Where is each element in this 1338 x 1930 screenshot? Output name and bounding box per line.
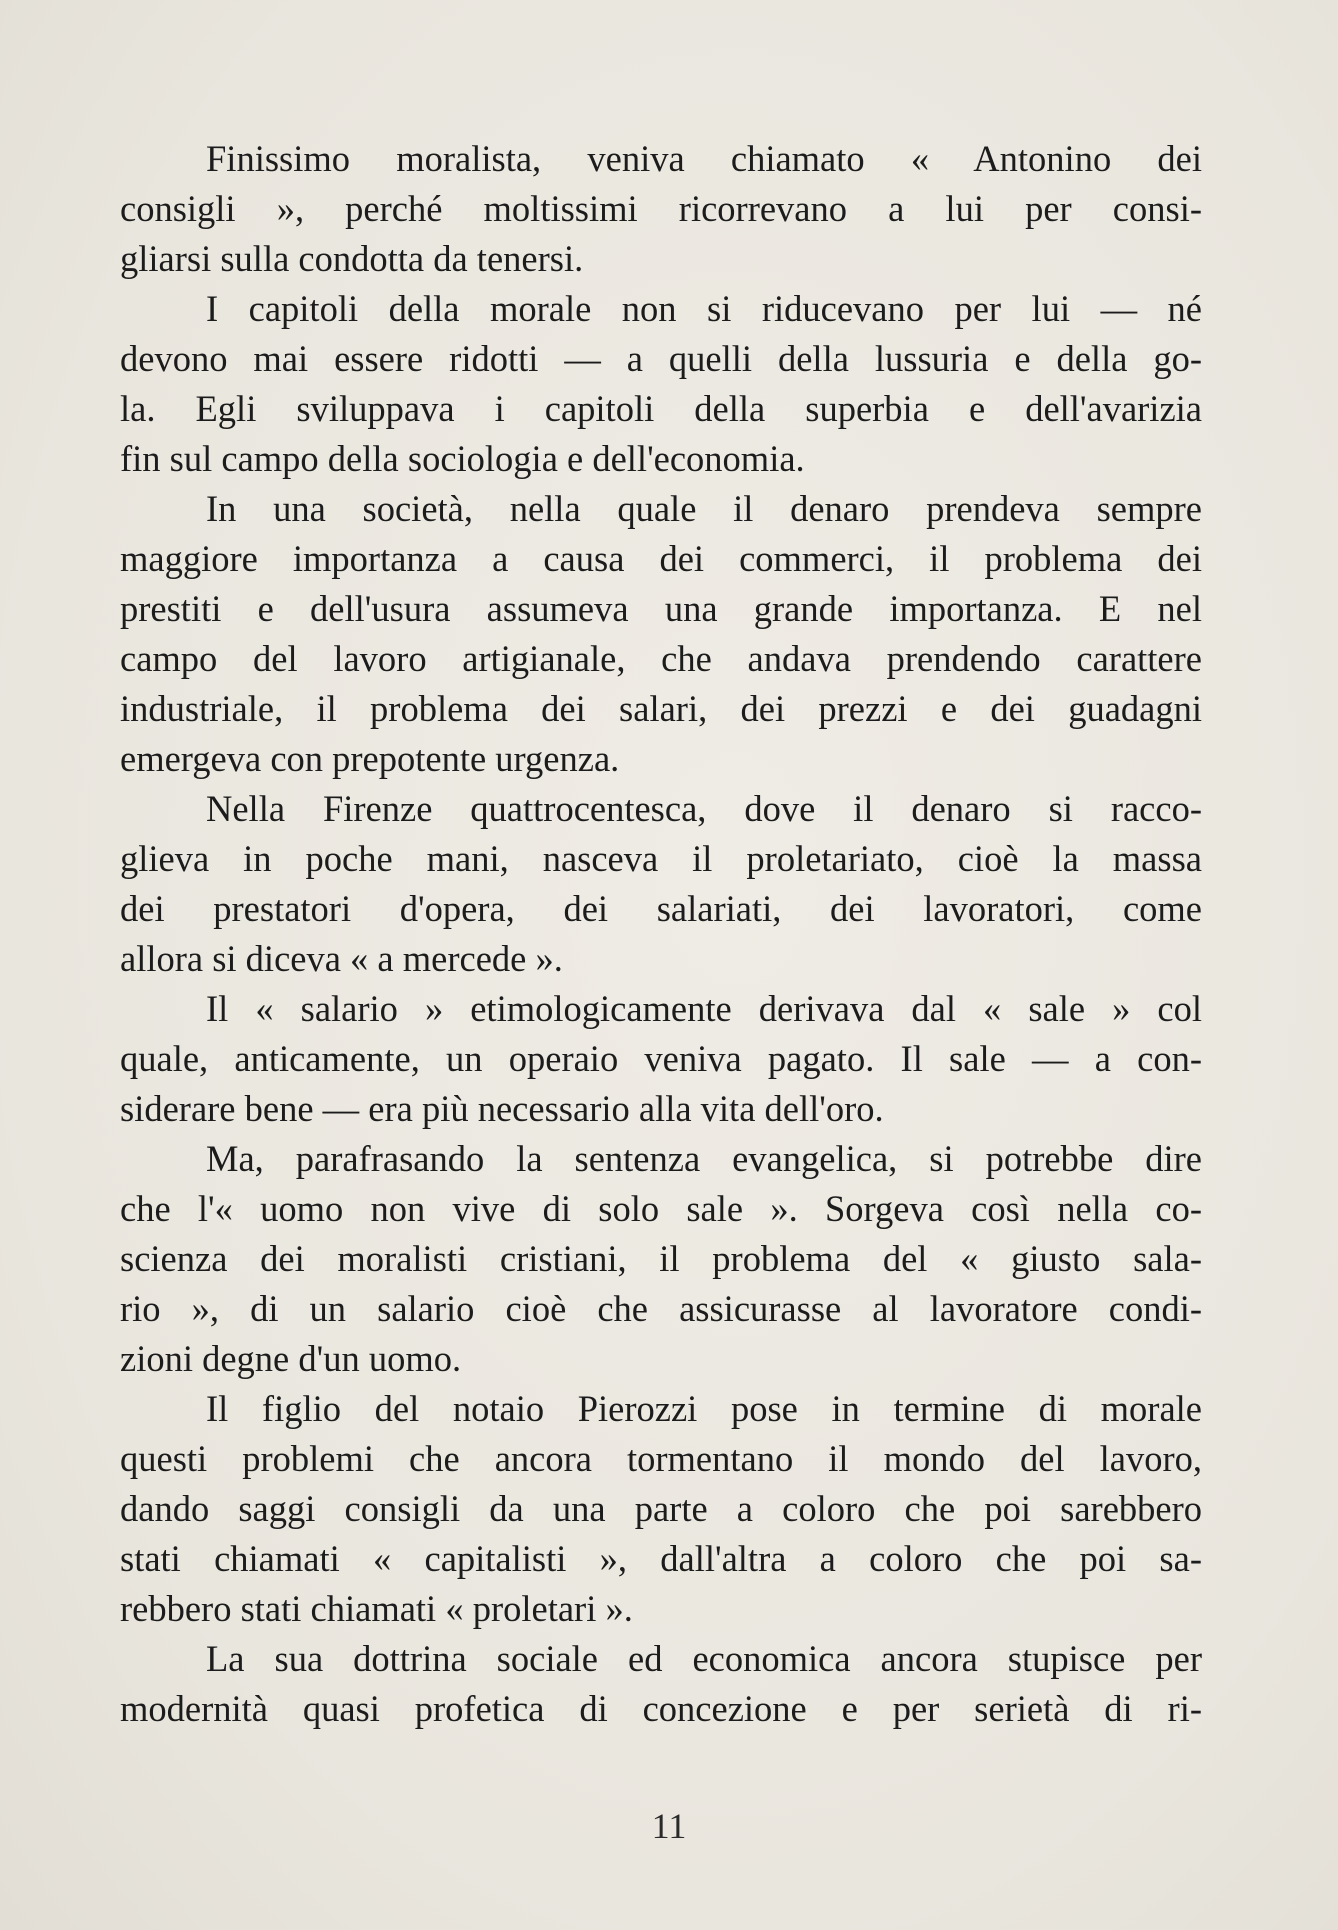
text-line: siderare bene — era più necessario alla vita dell'oro.: [120, 1088, 884, 1129]
page-number: 11: [651, 1806, 687, 1846]
text-line: gliarsi sulla condotta da tenersi.: [120, 238, 584, 279]
text-line: dando saggi consigli da una parte a coloro che poi sarebbero: [120, 1488, 1202, 1529]
text-line: emergeva con prepotente urgenza.: [120, 738, 620, 779]
text-line: Il figlio del notaio Pierozzi pose in termine di morale: [206, 1388, 1202, 1429]
text-line: allora si diceva « a mercede ».: [120, 938, 563, 979]
text-line: I capitoli della morale non si riducevano per lui — né: [206, 288, 1202, 329]
text-line: industriale, il problema dei salari, dei prezzi e dei guadagni: [120, 688, 1202, 729]
text-line: Nella Firenze quattrocentesca, dove il denaro si racco-: [206, 788, 1202, 829]
text-line: fin sul campo della sociologia e dell'economia.: [120, 438, 805, 479]
text-line: zioni degne d'un uomo.: [120, 1338, 462, 1379]
text-line: questi problemi che ancora tormentano il mondo del lavoro,: [120, 1438, 1202, 1479]
text-line: che l'« uomo non vive di solo sale ». Sorgeva così nella co-: [120, 1188, 1202, 1229]
text-line: rebbero stati chiamati « proletari ».: [120, 1588, 633, 1629]
text-line: scienza dei moralisti cristiani, il problema del « giusto sala-: [120, 1238, 1202, 1279]
text-line: Ma, parafrasando la sentenza evangelica, si potrebbe dire: [206, 1138, 1202, 1179]
text-line: campo del lavoro artigianale, che andava prendendo carattere: [120, 638, 1202, 679]
text-line: modernità quasi profetica di concezione e per serietà di ri-: [120, 1688, 1202, 1729]
text-line: Il « salario » etimologicamente derivava dal « sale » col: [206, 988, 1202, 1029]
text-line: In una società, nella quale il denaro prendeva sempre: [206, 488, 1202, 529]
text-line: glieva in poche mani, nasceva il proletariato, cioè la massa: [120, 838, 1202, 879]
text-line: La sua dottrina sociale ed economica ancora stupisce per: [206, 1638, 1202, 1679]
text-line: stati chiamati « capitalisti », dall'altra a coloro che poi sa-: [120, 1538, 1202, 1579]
text-line: maggiore importanza a causa dei commerci, il problema dei: [120, 538, 1202, 579]
text-line: devono mai essere ridotti — a quelli della lussuria e della go-: [120, 338, 1202, 379]
text-line: consigli », perché moltissimi ricorrevano a lui per consi-: [120, 188, 1202, 229]
text-line: rio », di un salario cioè che assicurasse al lavoratore condi-: [120, 1288, 1202, 1329]
text-line: la. Egli sviluppava i capitoli della superbia e dell'avarizia: [120, 388, 1202, 429]
text-line: quale, anticamente, un operaio veniva pagato. Il sale — a con-: [120, 1038, 1202, 1079]
text-line: dei prestatori d'opera, dei salariati, dei lavoratori, come: [120, 888, 1202, 929]
text-line: Finissimo moralista, veniva chiamato « Antonino dei: [206, 138, 1202, 179]
body-text: [120, 134, 1202, 1734]
text-line: prestiti e dell'usura assumeva una grande importanza. E nel: [120, 588, 1202, 629]
